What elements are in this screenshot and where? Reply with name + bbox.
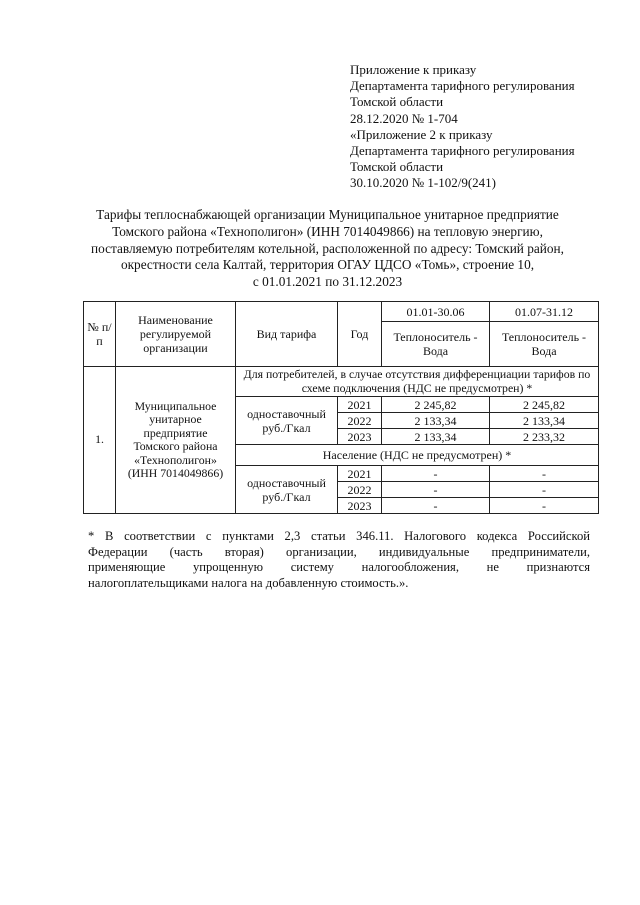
appendix-line: Департамента тарифного регулирования <box>350 78 575 94</box>
tariff-value: 2 133,34 <box>382 413 490 429</box>
title-line: Тарифы теплоснабжающей организации Муниципальное унитарное предприятие <box>96 207 559 222</box>
tariff-value: - <box>382 482 490 498</box>
tariff-value: - <box>382 498 490 514</box>
tariff-value: 2 233,32 <box>490 429 599 445</box>
tariff-value: - <box>490 466 599 482</box>
title-line: окрестности села Калтай, территория ОГАУ ЦДСО «Томь», строение 10, <box>120 257 535 273</box>
document-title <box>60 207 595 291</box>
year-cell: 2023 <box>338 429 382 445</box>
tariff-value: 2 245,82 <box>382 397 490 413</box>
year-cell: 2022 <box>338 413 382 429</box>
tariff-value: - <box>490 482 599 498</box>
org-line: «Технополигон» <box>134 452 217 467</box>
appendix-header <box>350 62 630 192</box>
org-line: предприятие <box>143 425 208 440</box>
header-org: Наименование регулируемой организации <box>116 302 236 367</box>
appendix-line: 30.10.2020 № 1-102/9(241) <box>350 175 497 191</box>
tariff-value: 2 245,82 <box>490 397 599 413</box>
tariff-value: 2 133,34 <box>382 429 490 445</box>
appendix-line: Департамента тарифного регулирования <box>350 143 575 159</box>
tariff-unit-line: руб./Гкал <box>262 489 311 504</box>
header-carrier-2: Теплоноситель - Вода <box>490 322 599 367</box>
org-line: Томского района <box>133 439 218 453</box>
header-num: № п/п <box>84 302 116 367</box>
tariff-value: - <box>382 466 490 482</box>
title-line: поставляемую потребителям котельной, расположенной по адресу: Томский район, <box>90 240 565 256</box>
footnote-line: * В соответствии с пунктами 2,3 статьи 346.11. Налогового кодекса Российской <box>88 529 590 543</box>
year-cell: 2021 <box>338 397 382 413</box>
header-carrier-1: Теплоноситель - Вода <box>382 322 490 367</box>
footnote <box>88 529 590 591</box>
year-cell: 2023 <box>338 498 382 514</box>
appendix-line: Томской области <box>350 94 444 110</box>
footnote-line: Федерации (часть вторая) организации, индивидуальные предприниматели, <box>88 544 590 559</box>
appendix-line: Приложение к приказу <box>350 62 477 77</box>
org-line: унитарное <box>149 412 202 426</box>
header-period-1: 01.01-30.06 <box>382 302 490 322</box>
footnote-line: налогоплательщиками налога на добавленную стоимость.». <box>88 575 409 590</box>
tariff-type-line: одноставочный <box>247 475 326 490</box>
header-period-2: 01.07-31.12 <box>490 302 599 322</box>
appendix-line: «Приложение 2 к приказу <box>350 126 493 142</box>
section-population: Население (НДС не предусмотрен) * <box>236 445 599 466</box>
tariff-table <box>83 301 599 514</box>
header-year: Год <box>338 302 382 367</box>
header-tariff-type: Вид тарифа <box>236 302 338 367</box>
appendix-line: 28.12.2020 № 1-704 <box>350 110 458 126</box>
organization-name <box>116 367 236 514</box>
org-line: Муниципальное <box>134 398 217 413</box>
tariff-type-cell <box>236 466 338 514</box>
org-line: (ИНН 7014049866) <box>127 466 224 480</box>
tariff-type-cell <box>236 397 338 445</box>
appendix-line: Томской области <box>350 159 444 175</box>
year-cell: 2022 <box>338 482 382 498</box>
tariff-unit-line: руб./Гкал <box>262 420 311 435</box>
tariff-value: - <box>490 498 599 514</box>
row-number: 1. <box>84 367 116 514</box>
title-line: Томского района «Технополигон» (ИНН 7014049866) на тепловую энергию, <box>112 223 543 239</box>
tariff-type-line: одноставочный <box>247 406 326 421</box>
tariff-value: 2 133,34 <box>490 413 599 429</box>
title-line: с 01.01.2021 по 31.12.2023 <box>252 274 403 290</box>
footnote-line: применяющие упрощенную систему налогообложения, не признаются <box>88 560 590 574</box>
year-cell: 2021 <box>338 466 382 482</box>
section-consumers: Для потребителей, в случае отсутствия дифференциации тарифов по схеме подключения (НДС не предусмотрен) * <box>236 367 599 397</box>
